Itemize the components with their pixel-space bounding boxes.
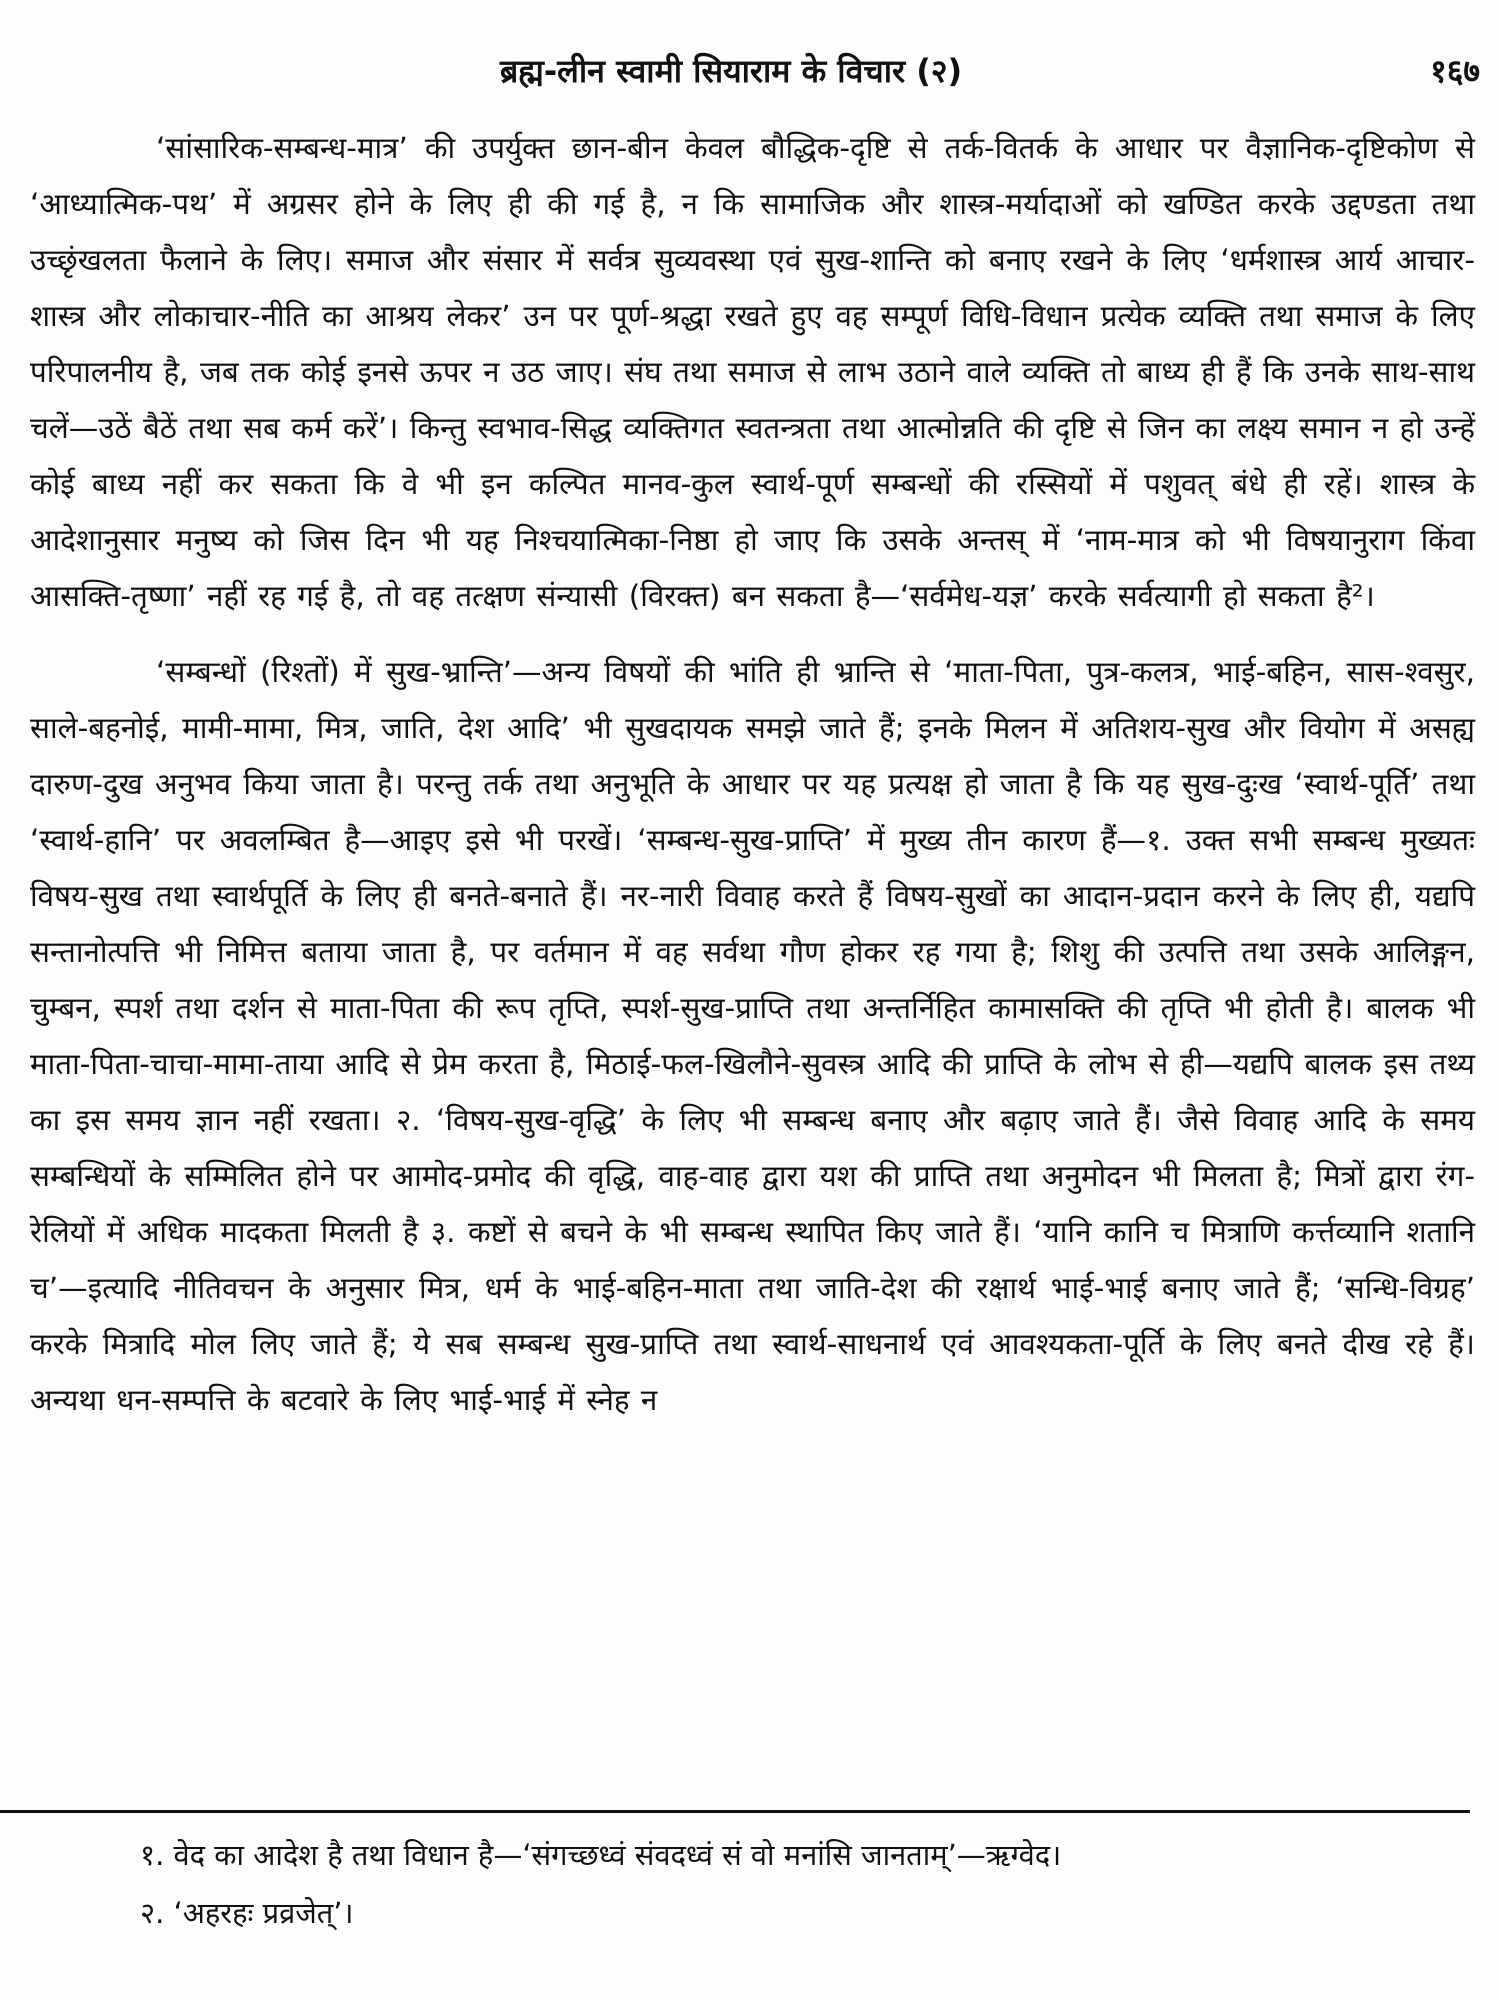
- running-title: ब्रह्म-लीन स्वामी सियाराम के विचार (२): [500, 52, 963, 90]
- page-number: १६७: [1430, 52, 1480, 90]
- paragraph-2: ‘सम्बन्धों (रिश्तों) में सुख-भ्रान्ति’—अन्य विषयों की भांति ही भ्रान्ति से ‘माता-पिता, पुत्र-कलत्र, भाई-बहिन, सास-श्वसुर, साले-बहनोई, मामी-मामा, मित्र, जाति, देश आदि’ भी सुखदायक समझे जाते हैं; इनके मिलन में अतिशय-सुख और वियोग में असह्य दारुण-दुख अनुभव किया जाता है। परन्तु तर्क तथा अनुभूति के आधार पर यह प्रत्यक्ष हो जाता है कि यह सुख-दुःख ‘स्वार्थ-पूर्ति’ तथा ‘स्वार्थ-हानि’ पर अवलम्बित है—आइए इसे भी परखें। ‘सम्बन्ध-सुख-प्राप्ति’ में मुख्य तीन कारण हैं—१. उक्त सभी सम्बन्ध मुख्यतः विषय-सुख तथा स्वार्थपूर्ति के लिए ही बनते-बनाते हैं। नर-नारी विवाह करते हैं विषय-सुखों का आदान-प्रदान करने के लिए ही, यद्यपि सन्तानोत्पत्ति भी निमित्त बताया जाता है, पर वर्तमान में वह सर्वथा गौण होकर रह गया है; शिशु की उत्पत्ति तथा उसके आलिङ्गन, चुम्बन, स्पर्श तथा दर्शन से माता-पिता की रूप तृप्ति, स्पर्श-सुख-प्राप्ति तथा अन्तर्निहित कामासक्ति की तृप्ति भी होती है। बालक भी माता-पिता-चाचा-मामा-ताया आदि से प्रेम करता है, मिठाई-फल-खिलौने-सुवस्त्र आदि की प्राप्ति के लोभ से ही—यद्यपि बालक इस तथ्य का इस समय ज्ञान नहीं रखता। २. ‘विषय-सुख-वृद्धि’ के लिए भी सम्बन्ध बनाए और बढ़ाए जाते हैं। जैसे विवाह आदि के समय सम्बन्धियों के सम्मिलित होने पर आमोद-प्रमोद की वृद्धि, वाह-वाह द्वारा यश की प्राप्ति तथा अनुमोदन भी मिलता है; मित्रों द्वारा रंग-रेलियों में अधिक मादकता मिलती है ३. कष्टों से बचने के भी सम्बन्ध स्थापित किए जाते हैं। ‘यानि कानि च मित्राणि कर्त्तव्यानि शतानि च’—इत्यादि नीतिवचन के अनुसार मित्र, धर्म के भाई-बहिन-माता तथा जाति-देश की रक्षार्थ भाई-भाई बनाए जाते हैं; ‘सन्धि-विग्रह’ करके मित्रादि मोल लिए जाते हैं; ये सब सम्बन्ध सुख-प्राप्ति तथा स्वार्थ-साधनार्थ एवं आवश्यकता-पूर्ति के लिए बनते दीख रहे हैं। अन्यथा धन-सम्पत्ति के बटवारे के लिए भाई-भाई में स्नेह न: [30, 655, 1475, 1417]
- footnote-divider: [0, 1810, 1470, 1813]
- paragraph-1: ‘सांसारिक-सम्बन्ध-मात्र’ की उपर्युक्त छान-बीन केवल बौद्धिक-दृष्टि से तर्क-वितर्क के आधार पर वैज्ञानिक-दृष्टिकोण से ‘आध्यात्मिक-पथ’ में अग्रसर होने के लिए ही की गई है, न कि सामाजिक और शास्त्र-मर्यादाओं को खण्डित करके उद्दण्डता तथा उच्छृंखलता फैलाने के लिए। समाज और संसार में सर्वत्र सुव्यवस्था एवं सुख-शान्ति को बनाए रखने के लिए ‘धर्मशास्त्र आर्य आचार-शास्त्र और लोकाचार-नीति का आश्रय लेकर’ उन पर पूर्ण-श्रद्धा रखते हुए वह सम्पूर्ण विधि-विधान प्रत्येक व्यक्ति तथा समाज के लिए परिपालनीय है, जब तक कोई इनसे ऊपर न उठ जाए। संघ तथा समाज से लाभ उठाने वाले व्यक्ति तो बाध्य ही हैं कि उनके साथ-साथ चलें—उठें बैठें तथा सब कर्म करें’। किन्तु स्वभाव-सिद्ध व्यक्तिगत स्वतन्त्रता तथा आत्मोन्नति की दृष्टि से जिन का लक्ष्य समान न हो उन्हें कोई बाध्य नहीं कर सकता कि वे भी इन कल्पित मानव-कुल स्वार्थ-पूर्ण सम्बन्धों की रस्सियों में पशुवत् बंधे ही रहें। शास्त्र के आदेशानुसार मनुष्य को जिस दिन भी यह निश्चयात्मिका-निष्ठा हो जाए कि उसके अन्तस् में ‘नाम-मात्र को भी विषयानुराग किंवा आसक्ति-तृष्णा’ नहीं रह गई है, तो वह तत्क्षण संन्यासी (विरक्त) बन सकता है—‘सर्वमेध-यज्ञ’ करके सर्वत्यागी हो सकता है²।: [30, 131, 1475, 613]
- footnotes: [140, 1826, 1470, 1942]
- footnote-2: २. ‘अहरहः प्रव्रजेत्’।: [140, 1896, 354, 1930]
- body-text: [30, 120, 1475, 1428]
- footnote-1: १. वेद का आदेश है तथा विधान है—‘संगच्छध्वं संवदध्वं सं वो मनांसि जानताम्’—ऋग्वेद।: [140, 1838, 1062, 1872]
- page-header: [0, 46, 1500, 96]
